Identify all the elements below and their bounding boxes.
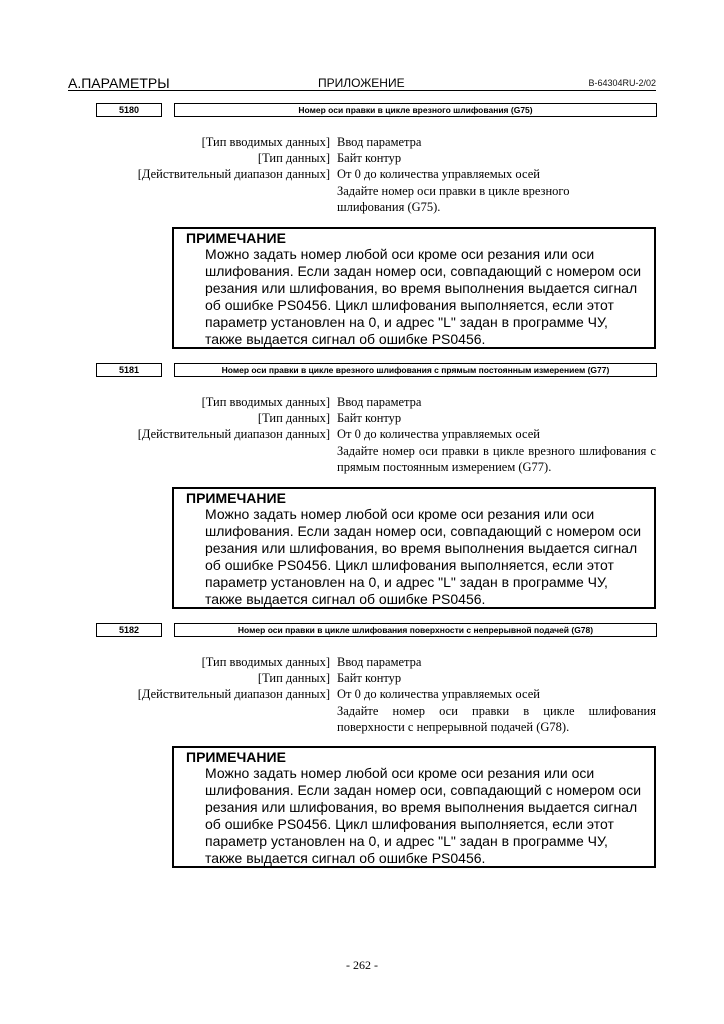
data-type-value: Байт контур: [337, 411, 402, 425]
note-title: ПРИМЕЧАНИЕ: [186, 230, 286, 246]
header-divider: [68, 90, 656, 91]
note-title: ПРИМЕЧАНИЕ: [186, 490, 286, 506]
input-type-value: Ввод параметра: [337, 655, 422, 669]
data-type-label: [Тип данных]: [257, 671, 330, 685]
valid-range-row: [100, 687, 656, 703]
parameter-title: Номер оси правки в цикле шлифования поверхности с непрерывной подачей (G78): [174, 623, 657, 637]
input-type-label: [Тип вводимых данных]: [201, 395, 330, 409]
data-type-label: [Тип данных]: [257, 151, 330, 165]
valid-range-label: [Действительный диапазон данных]: [137, 687, 330, 701]
page-number: - 262 -: [346, 958, 378, 972]
valid-range-value: От 0 до количества управляемых осей: [337, 687, 540, 701]
header-document-code: B-64304RU-2/02: [588, 78, 656, 88]
input-type-value: Ввод параметра: [337, 395, 422, 409]
note-text: Можно задать номер любой оси кроме оси резания или оси шлифования. Если задан номер оси, совпадающий с номером оси резания или шлифования, во время выполнения выдается сигнал об ошибке PS0456. Цикл шлифования выполняется, если этот параметр установлен на 0, и адрес "L" задан в программе ЧУ, также выдается сигнал об ошибке PS0456.: [205, 246, 642, 347]
parameter-title: Номер оси правки в цикле врезного шлифования (G75): [174, 103, 657, 117]
input-type-label: [Тип вводимых данных]: [201, 135, 330, 149]
input-type-row: [100, 655, 656, 671]
valid-range-value: От 0 до количества управляемых осей: [337, 167, 540, 181]
note-title: ПРИМЕЧАНИЕ: [186, 749, 286, 765]
valid-range-row: [100, 167, 656, 183]
data-type-label: [Тип данных]: [257, 411, 330, 425]
parameter-description: Задайте номер оси правки в цикле врезного шлифования с прямым постоянным измерением (G77).: [337, 444, 656, 474]
input-type-row: [100, 395, 656, 411]
data-type-row: [100, 151, 656, 167]
data-type-row: [100, 411, 656, 427]
parameter-description: Задайте номер оси правки в цикле врезного шлифования (G75).: [337, 184, 570, 214]
parameter-title: Номер оси правки в цикле врезного шлифования с прямым постоянным измерением (G77): [174, 363, 657, 377]
note-text: Можно задать номер любой оси кроме оси резания или оси шлифования. Если задан номер оси, совпадающий с номером оси резания или шлифования, во время выполнения выдается сигнал об ошибке PS0456. Цикл шлифования выполняется, если этот параметр установлен на 0, и адрес "L" задан в программе ЧУ, также выдается сигнал об ошибке PS0456.: [205, 506, 642, 607]
data-type-value: Байт контур: [337, 671, 402, 685]
input-type-value: Ввод параметра: [337, 135, 422, 149]
data-type-value: Байт контур: [337, 151, 402, 165]
input-type-row: [100, 135, 656, 151]
valid-range-label: [Действительный диапазон данных]: [137, 427, 330, 441]
parameter-number: 5180: [96, 103, 162, 117]
page-header: [68, 75, 656, 91]
data-type-row: [100, 671, 656, 687]
valid-range-row: [100, 427, 656, 443]
note-text: Можно задать номер любой оси кроме оси резания или оси шлифования. Если задан номер оси, совпадающий с номером оси резания или шлифования, во время выполнения выдается сигнал об ошибке PS0456. Цикл шлифования выполняется, если этот параметр установлен на 0, и адрес "L" задан в программе ЧУ, также выдается сигнал об ошибке PS0456.: [205, 765, 642, 866]
note-box: [172, 227, 656, 349]
parameter-number: 5181: [96, 363, 162, 377]
header-section-title: A.ПАРАМЕТРЫ: [68, 75, 170, 91]
parameter-number: 5182: [96, 623, 162, 637]
valid-range-value: От 0 до количества управляемых осей: [337, 427, 540, 441]
note-box: [172, 746, 656, 868]
parameter-description: Задайте номер оси правки в цикле шлифования поверхности с непрерывной подачей (G78).: [337, 704, 656, 734]
note-box: [172, 487, 656, 609]
valid-range-label: [Действительный диапазон данных]: [137, 167, 330, 181]
header-chapter-title: ПРИЛОЖЕНИЕ: [318, 76, 405, 90]
input-type-label: [Тип вводимых данных]: [201, 655, 330, 669]
